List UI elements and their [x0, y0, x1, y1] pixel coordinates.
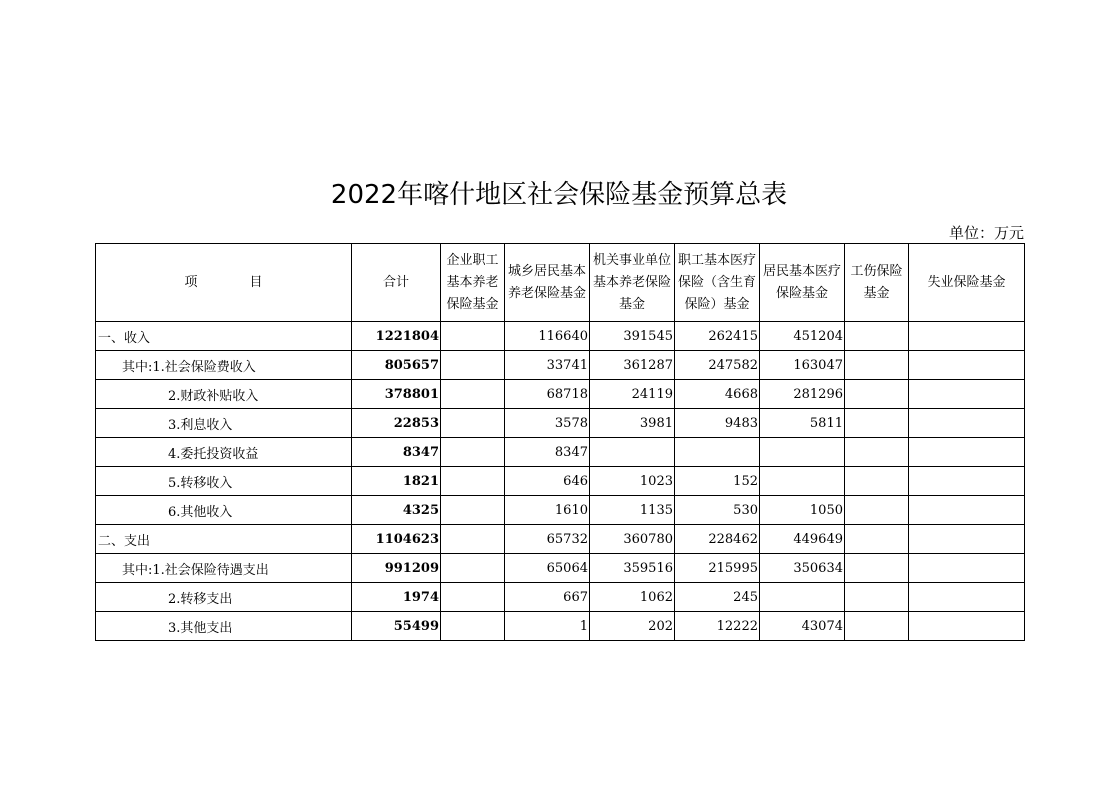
row-value-cell: 1610 [505, 496, 590, 525]
row-total-cell: 1221804 [352, 322, 441, 351]
row-item-label: 二、支出 [96, 525, 352, 554]
row-value-cell [909, 380, 1025, 409]
row-value-cell: 391545 [590, 322, 675, 351]
row-value-cell: 4668 [675, 380, 760, 409]
row-value-cell [909, 467, 1025, 496]
row-value-cell: 202 [590, 612, 675, 641]
table-row [96, 554, 1025, 583]
row-total-cell: 1974 [352, 583, 441, 612]
row-item-label: 其中:1.社会保险待遇支出 [96, 554, 352, 583]
column-header: 企业职工基本养老保险基金 [441, 244, 505, 322]
table-row [96, 467, 1025, 496]
table-row [96, 583, 1025, 612]
row-value-cell: 451204 [760, 322, 845, 351]
row-value-cell [845, 322, 909, 351]
row-value-cell: 3578 [505, 409, 590, 438]
row-value-cell [590, 438, 675, 467]
column-header: 项 目 [96, 244, 352, 322]
row-value-cell [909, 351, 1025, 380]
row-value-cell [441, 583, 505, 612]
column-header: 居民基本医疗保险基金 [760, 244, 845, 322]
row-value-cell: 228462 [675, 525, 760, 554]
column-header: 职工基本医疗保险（含生育保险）基金 [675, 244, 760, 322]
row-value-cell [909, 438, 1025, 467]
budget-table [95, 243, 1025, 641]
row-value-cell [760, 467, 845, 496]
row-value-cell: 215995 [675, 554, 760, 583]
row-value-cell [845, 467, 909, 496]
row-value-cell: 12222 [675, 612, 760, 641]
row-value-cell [441, 380, 505, 409]
row-value-cell [909, 554, 1025, 583]
row-value-cell: 667 [505, 583, 590, 612]
row-item-label: 3.利息收入 [96, 409, 352, 438]
row-item-label: 5.转移收入 [96, 467, 352, 496]
table-row [96, 496, 1025, 525]
row-value-cell: 1023 [590, 467, 675, 496]
row-value-cell [845, 496, 909, 525]
row-item-label: 2.财政补贴收入 [96, 380, 352, 409]
row-value-cell: 646 [505, 467, 590, 496]
table-row [96, 612, 1025, 641]
row-value-cell [441, 496, 505, 525]
row-value-cell [909, 322, 1025, 351]
row-value-cell: 247582 [675, 351, 760, 380]
row-value-cell: 3981 [590, 409, 675, 438]
row-value-cell [909, 525, 1025, 554]
row-value-cell: 449649 [760, 525, 845, 554]
row-value-cell [909, 409, 1025, 438]
row-value-cell [909, 583, 1025, 612]
row-value-cell [909, 496, 1025, 525]
column-header: 城乡居民基本养老保险基金 [505, 244, 590, 322]
row-value-cell [760, 583, 845, 612]
row-item-label: 4.委托投资收益 [96, 438, 352, 467]
row-total-cell: 4325 [352, 496, 441, 525]
row-value-cell [845, 438, 909, 467]
row-total-cell: 22853 [352, 409, 441, 438]
row-value-cell [845, 409, 909, 438]
table-row [96, 409, 1025, 438]
row-value-cell [441, 554, 505, 583]
table-row [96, 351, 1025, 380]
row-value-cell: 116640 [505, 322, 590, 351]
row-value-cell [909, 612, 1025, 641]
row-value-cell: 262415 [675, 322, 760, 351]
table-row [96, 322, 1025, 351]
row-value-cell [845, 612, 909, 641]
row-value-cell: 152 [675, 467, 760, 496]
row-value-cell: 163047 [760, 351, 845, 380]
row-value-cell [845, 351, 909, 380]
row-value-cell: 43074 [760, 612, 845, 641]
row-value-cell: 65064 [505, 554, 590, 583]
row-value-cell: 359516 [590, 554, 675, 583]
row-item-label: 6.其他收入 [96, 496, 352, 525]
row-value-cell: 281296 [760, 380, 845, 409]
header-row [96, 244, 1025, 322]
table-row [96, 438, 1025, 467]
row-value-cell: 5811 [760, 409, 845, 438]
row-value-cell [845, 554, 909, 583]
row-total-cell: 55499 [352, 612, 441, 641]
row-item-label: 2.转移支出 [96, 583, 352, 612]
row-total-cell: 1821 [352, 467, 441, 496]
unit-label: 单位：万元 [948, 224, 1024, 242]
row-item-label: 3.其他支出 [96, 612, 352, 641]
row-value-cell: 8347 [505, 438, 590, 467]
row-value-cell: 1050 [760, 496, 845, 525]
row-item-label: 一、收入 [96, 322, 352, 351]
row-value-cell [441, 612, 505, 641]
row-value-cell [441, 467, 505, 496]
row-value-cell [441, 438, 505, 467]
row-value-cell [441, 322, 505, 351]
row-value-cell: 350634 [760, 554, 845, 583]
row-item-label: 其中:1.社会保险费收入 [96, 351, 352, 380]
row-value-cell: 68718 [505, 380, 590, 409]
row-total-cell: 991209 [352, 554, 441, 583]
table-row [96, 380, 1025, 409]
page-title: 2022年喀什地区社会保险基金预算总表 [330, 180, 788, 210]
column-header: 合计 [352, 244, 441, 322]
row-value-cell: 9483 [675, 409, 760, 438]
table-body [96, 322, 1025, 641]
row-value-cell [675, 438, 760, 467]
row-total-cell: 1104623 [352, 525, 441, 554]
row-value-cell [441, 525, 505, 554]
row-value-cell: 530 [675, 496, 760, 525]
row-total-cell: 378801 [352, 380, 441, 409]
column-header: 工伤保险基金 [845, 244, 909, 322]
row-total-cell: 805657 [352, 351, 441, 380]
row-value-cell: 1062 [590, 583, 675, 612]
column-header: 机关事业单位基本养老保险基金 [590, 244, 675, 322]
row-value-cell: 24119 [590, 380, 675, 409]
row-value-cell: 33741 [505, 351, 590, 380]
row-value-cell: 361287 [590, 351, 675, 380]
row-value-cell [441, 351, 505, 380]
row-value-cell [845, 525, 909, 554]
row-value-cell: 1 [505, 612, 590, 641]
row-value-cell [760, 438, 845, 467]
table-row [96, 525, 1025, 554]
row-value-cell: 360780 [590, 525, 675, 554]
row-value-cell [845, 380, 909, 409]
column-header: 失业保险基金 [909, 244, 1025, 322]
row-value-cell [441, 409, 505, 438]
row-total-cell: 8347 [352, 438, 441, 467]
row-value-cell [845, 583, 909, 612]
row-value-cell: 1135 [590, 496, 675, 525]
row-value-cell: 245 [675, 583, 760, 612]
row-value-cell: 65732 [505, 525, 590, 554]
